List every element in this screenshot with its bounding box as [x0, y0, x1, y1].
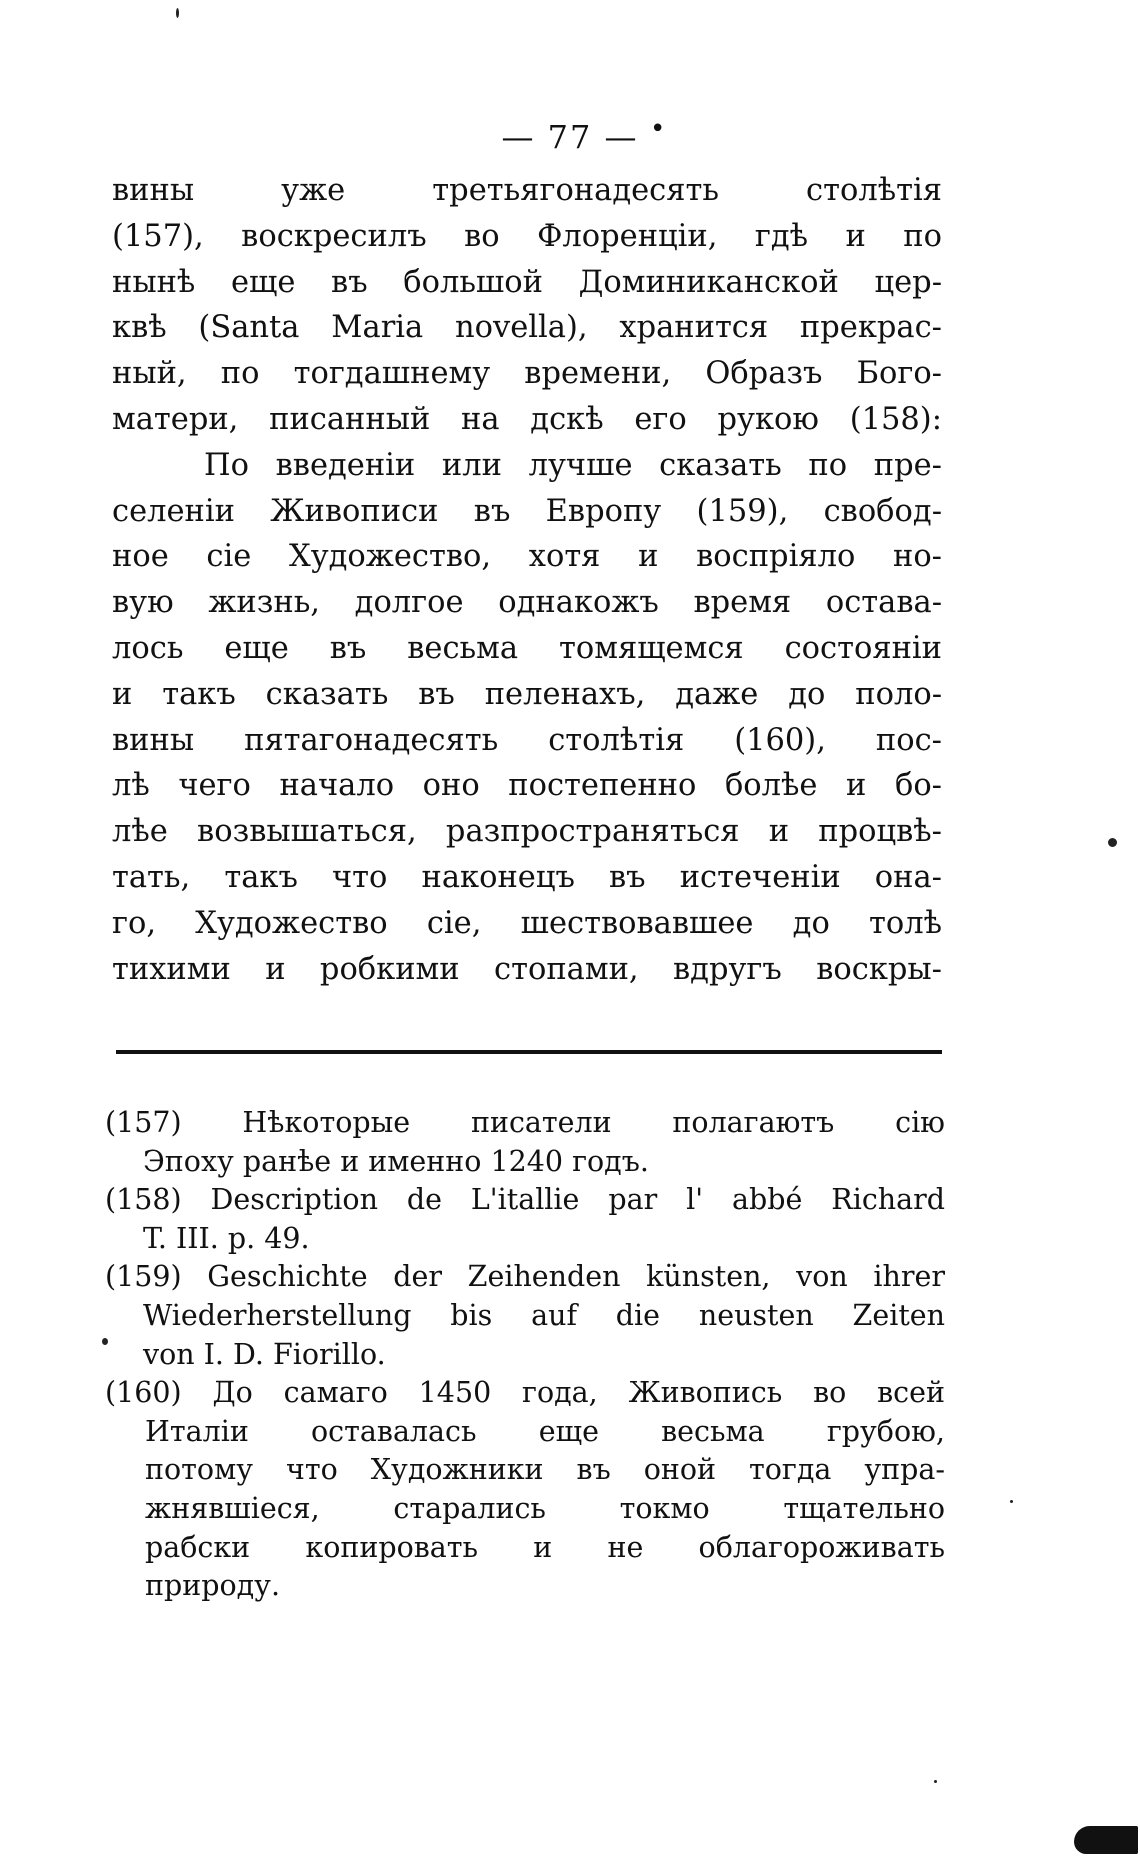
text-line: ное сіе Художество, хотя и воспріяло но- — [112, 539, 942, 575]
page-number — [0, 114, 1140, 156]
text-line: тать, такъ что наконецъ въ истеченіи она- — [112, 859, 942, 895]
text-line: и такъ сказать въ пеленахъ, даже до поло- — [112, 676, 942, 712]
footnote-157 — [105, 1104, 945, 1181]
footnote-line: von I. D. Fiorillo. — [143, 1337, 386, 1371]
footnote-line: потому что Художники въ оной тогда упра- — [145, 1453, 945, 1487]
text-line: нынѣ еще въ большой Доминиканской цер- — [112, 264, 942, 300]
footnotes-block — [105, 1104, 945, 1606]
text-line: тихими и робкими стопами, вдругъ воскры- — [112, 951, 942, 987]
text-line: селеніи Живописи въ Европу (159), свобод- — [112, 493, 942, 529]
text-line: вины уже третьягонадесять столѣтія — [112, 173, 942, 208]
footnote-160 — [105, 1374, 945, 1606]
footnote-line: природу. — [145, 1569, 281, 1603]
scan-ink-blot — [1074, 1826, 1138, 1854]
scan-speck — [1108, 838, 1117, 847]
text-line: лѣе возвышаться, разпространяться и процвѣ- — [112, 814, 942, 850]
footnote-line: (160) До самаго 1450 года, Живопись во всей — [105, 1376, 945, 1410]
footnote-line: Италіи оставалась еще весьма грубою, — [145, 1414, 945, 1448]
page-number-text: — 77 — — [501, 118, 639, 156]
main-text-block — [112, 168, 942, 992]
footnote-line: Wiederherstellung bis auf die neusten Zeiten — [143, 1298, 945, 1332]
scan-speck — [934, 1780, 937, 1783]
text-line: ный, по тогдашнему времени, Образъ Бого- — [112, 356, 942, 392]
footnote-159 — [105, 1258, 945, 1374]
text-line: го, Художество сіе, шествовавшее до толѣ — [112, 905, 942, 941]
scan-speck — [102, 1338, 108, 1345]
footnote-line: Эпоху ранѣе и именно 1240 годъ. — [143, 1144, 649, 1178]
footnote-line: рабски копировать и не облагороживать — [145, 1530, 945, 1564]
footnote-line: T. III. p. 49. — [143, 1221, 310, 1255]
text-line: вую жизнь, долгое однакожъ время остава- — [112, 585, 942, 621]
text-line: (157), воскресилъ во Флоренціи, гдѣ и по — [112, 218, 942, 254]
text-line: лѣ чего начало оно постепенно болѣе и бо- — [112, 768, 942, 804]
text-line: матери, писанный на дскѣ его рукою (158): — [112, 401, 942, 437]
footnote-separator-rule — [116, 1050, 942, 1054]
text-line: квѣ (Santa Maria novella), хранится прекрас- — [112, 310, 942, 346]
text-line-paragraph-start: По введеніи или лучше сказать по пре- — [204, 447, 942, 483]
text-line: лось еще въ весьма томящемся состояніи — [112, 630, 942, 666]
footnote-158 — [105, 1181, 945, 1258]
footnote-line: жнявшіеся, старались токмо тщательно — [145, 1491, 945, 1525]
text-line: вины пятагонадесять столѣтія (160), пос- — [112, 722, 942, 758]
footnote-line: (157) Нѣкоторые писатели полагаютъ сію — [105, 1106, 945, 1139]
page-marker-dot: • — [650, 114, 668, 144]
footnote-line: (158) Description de L'itallie par l' abbé Richard — [105, 1183, 945, 1217]
scan-speck — [176, 8, 179, 18]
footnote-line: (159) Geschichte der Zeihenden künsten, von ihrer — [105, 1260, 945, 1294]
scan-speck — [1010, 1500, 1013, 1503]
